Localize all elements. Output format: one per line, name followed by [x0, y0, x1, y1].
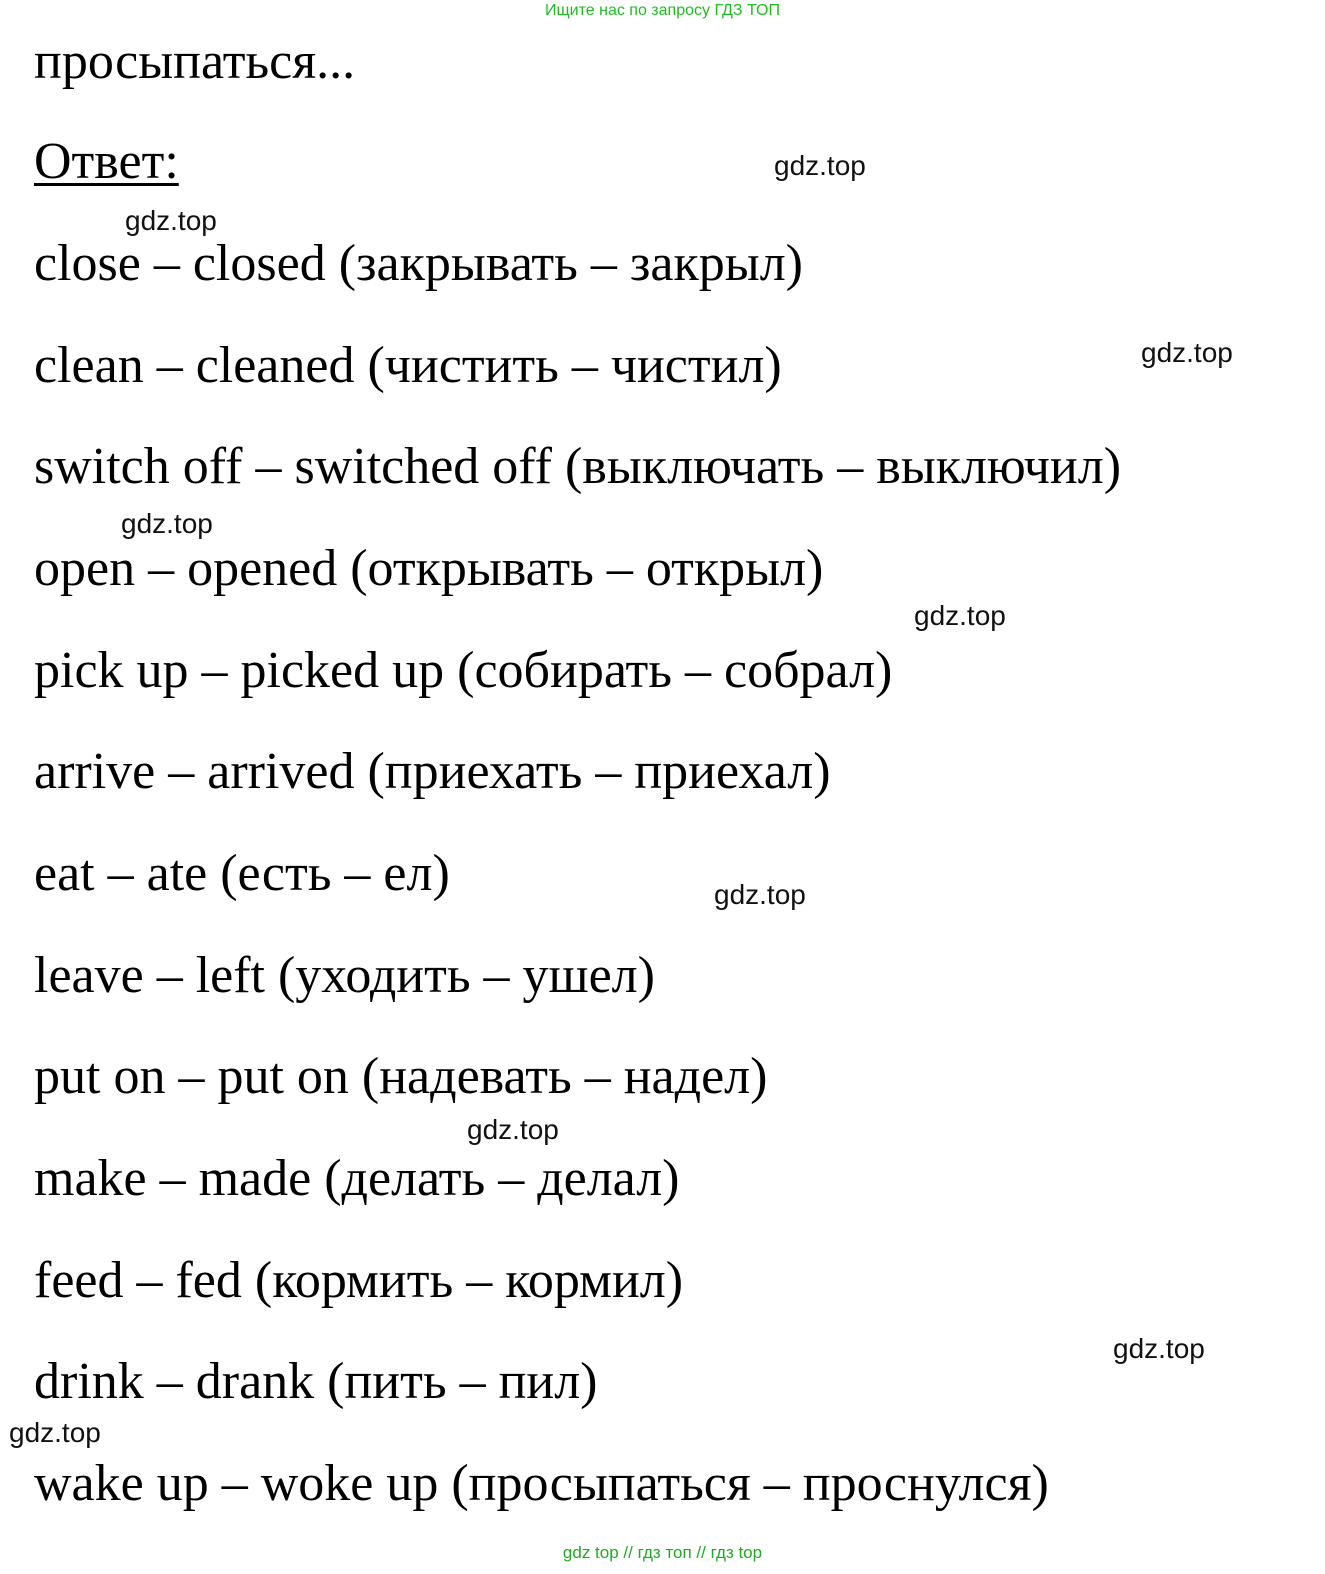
answer-line: drink – drank (пить – пил)	[34, 1353, 598, 1410]
watermark: gdz.top	[125, 205, 217, 236]
answer-line: eat – ate (есть – ел)	[34, 845, 450, 902]
answer-line: arrive – arrived (приехать – приехал)	[34, 743, 831, 800]
answer-line: close – closed (закрывать – закрыл)	[34, 235, 803, 292]
watermark: gdz.top	[774, 150, 866, 181]
watermark: gdz.top	[714, 879, 806, 910]
answer-line: wake up – woke up (просыпаться – проснулся)	[34, 1455, 1049, 1512]
answer-line: open – opened (открывать – открыл)	[34, 540, 824, 597]
watermark: gdz.top	[1113, 1333, 1205, 1364]
watermark: gdz.top	[467, 1114, 559, 1145]
footer-watermark: gdz top // гдз топ // гдз top	[562, 1543, 763, 1562]
top-banner: Ищите нас по запросу ГДЗ ТОП	[545, 2, 780, 19]
previous-text-fragment: просыпаться...	[34, 33, 356, 90]
watermark: gdz.top	[914, 600, 1006, 631]
watermark: gdz.top	[121, 508, 213, 539]
answer-label: Ответ:	[34, 133, 179, 190]
answer-line: put on – put on (надевать – надел)	[34, 1048, 768, 1105]
watermark: gdz.top	[9, 1417, 101, 1448]
answer-line: make – made (делать – делал)	[34, 1150, 680, 1207]
answer-line: pick up – picked up (собирать – собрал)	[34, 642, 893, 699]
answer-line: switch off – switched off (выключать – выключил)	[34, 438, 1122, 495]
answer-line: feed – fed (кормить – кормил)	[34, 1252, 684, 1309]
answer-line: clean – cleaned (чистить – чистил)	[34, 337, 782, 394]
answer-line: leave – left (уходить – ушел)	[34, 947, 655, 1004]
watermark: gdz.top	[1141, 337, 1233, 368]
